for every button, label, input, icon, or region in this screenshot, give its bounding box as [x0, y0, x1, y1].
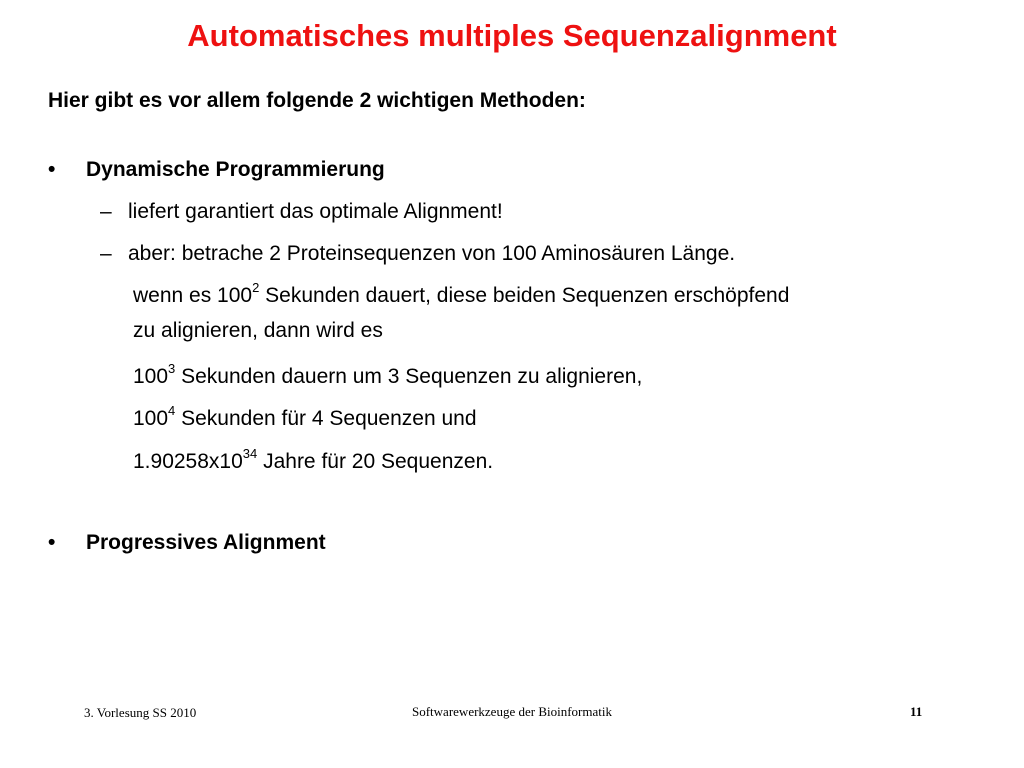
continuation-line-1: [133, 279, 789, 313]
slide-title: Automatisches multiples Sequenzalignment: [187, 18, 837, 53]
continuation-line-4: [133, 402, 477, 436]
dash-icon: –: [100, 200, 112, 223]
continuation-line-5: [133, 445, 493, 479]
text-run: Sekunden für 4 Sequenzen und: [175, 407, 477, 430]
bullet-icon: •: [48, 531, 56, 554]
footer-lecture: 3. Vorlesung SS 2010: [84, 705, 197, 720]
superscript: 2: [252, 280, 260, 295]
text-run: Jahre für 20 Sequenzen.: [257, 450, 494, 473]
continuation-line-2: zu alignieren, dann wird es: [133, 319, 383, 342]
footer-page-number: 11: [910, 704, 923, 719]
continuation-line-3: [133, 360, 642, 394]
footer-course-title: Softwarewerkzeuge der Bioinformatik: [412, 704, 612, 719]
text-run: 1.90258x10: [133, 450, 243, 473]
bullet-label: Progressives Alignment: [86, 531, 326, 554]
bullet-icon: •: [48, 158, 56, 181]
subpoint-text: liefert garantiert das optimale Alignment!: [128, 200, 503, 223]
bullet-label: Dynamische Programmierung: [86, 158, 385, 181]
superscript: 4: [168, 403, 176, 418]
text-run: Sekunden dauern um 3 Sequenzen zu alignieren,: [175, 365, 643, 388]
superscript: 3: [168, 361, 176, 376]
text-run: 100: [133, 407, 169, 430]
intro-text: Hier gibt es vor allem folgende 2 wichtigen Methoden:: [48, 89, 586, 112]
subpoint-text: aber: betrache 2 Proteinsequenzen von 100 Aminosäuren Länge.: [128, 242, 736, 265]
text-run: 100: [133, 365, 169, 388]
text-run: wenn es 100: [133, 284, 253, 307]
dash-icon: –: [100, 242, 112, 265]
text-run: Sekunden dauert, diese beiden Sequenzen erschöpfend: [259, 284, 790, 307]
superscript: 34: [242, 446, 258, 461]
